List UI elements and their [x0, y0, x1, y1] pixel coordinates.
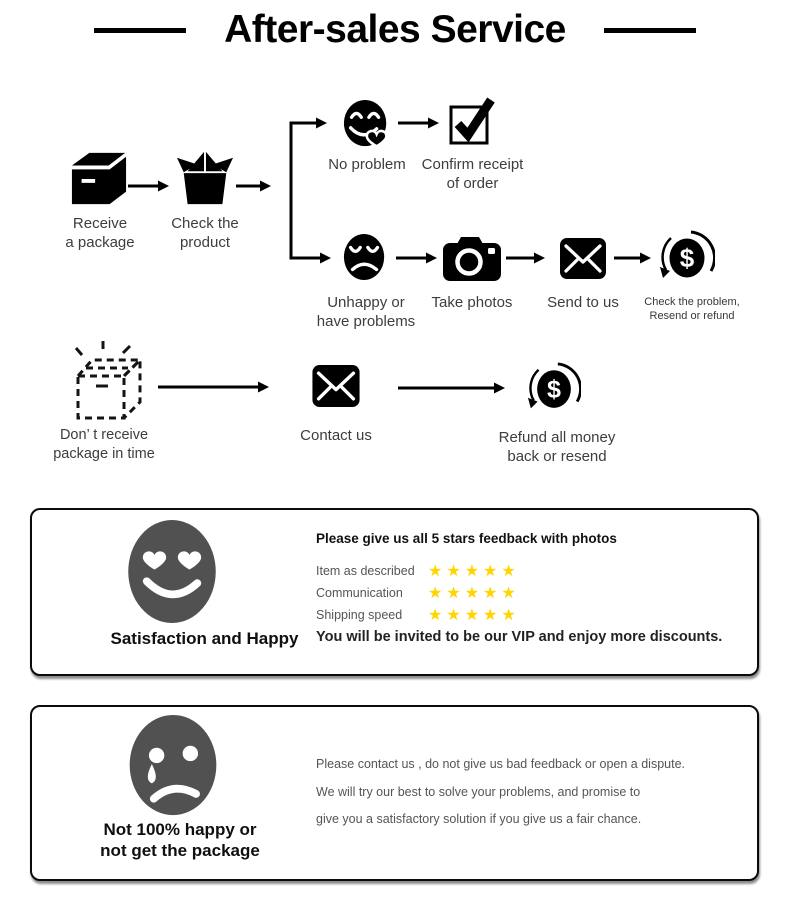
- complaint-heading: Not 100% happy or not get the package: [100, 820, 260, 860]
- receive-package-label: Receive a package: [65, 215, 135, 251]
- heart-eyes-face-icon: [127, 519, 217, 624]
- five-stars-icon: ★★★★★: [428, 607, 520, 624]
- page-title: After-sales Service: [224, 8, 566, 51]
- smiley-heart-icon: [342, 99, 392, 149]
- apology-text: Please contact us , do not give us bad feedback or open a dispute. We will try our best to solve your problems, and promise to give you a satisfactory solution if you give us a fair chance.: [316, 757, 686, 826]
- dollar-refresh-icon: [659, 230, 715, 288]
- svg-text:$: $: [547, 375, 561, 404]
- dollar-refresh-icon: [527, 362, 581, 418]
- no-problem-label: No problem: [328, 156, 406, 173]
- svg-text:$: $: [679, 243, 695, 273]
- dashed-package-icon: [70, 340, 146, 424]
- rating-label: Communication: [316, 586, 403, 600]
- rating-label: Shipping speed: [316, 608, 403, 622]
- rating-row: [316, 562, 520, 580]
- check-product-label: Check the product: [171, 215, 239, 251]
- package-closed-icon: [70, 149, 128, 209]
- checkbox-check-icon: [448, 95, 496, 147]
- sad-face-icon: [342, 233, 388, 283]
- rating-label: Item as described: [316, 564, 415, 578]
- feedback-request-text: Please give us all 5 stars feedback with photos: [316, 531, 617, 546]
- five-stars-icon: ★★★★★: [428, 585, 520, 602]
- rating-row: [316, 584, 520, 602]
- camera-icon: [443, 235, 501, 281]
- confirm-receipt-label: Confirm receipt of order: [421, 156, 524, 192]
- take-photos-label: Take photos: [431, 294, 513, 311]
- unhappy-label: Unhappy or have problems: [316, 294, 416, 330]
- contact-us-label: Contact us: [300, 427, 372, 444]
- rating-row: [316, 606, 520, 624]
- check-problem-label: Check the problem, Resend or refund: [644, 296, 740, 322]
- dont-receive-label: Don’ t receive package in time: [53, 427, 155, 462]
- five-stars-icon: ★★★★★: [428, 563, 520, 580]
- crying-face-icon: [128, 714, 218, 818]
- send-to-us-label: Send to us: [547, 294, 619, 311]
- envelope-icon: [312, 365, 360, 407]
- satisfaction-heading: Satisfaction and Happy: [110, 629, 299, 648]
- complaint-panel: [30, 705, 759, 881]
- satisfaction-panel: [30, 508, 759, 676]
- envelope-icon: [560, 238, 606, 279]
- package-open-icon: [176, 147, 234, 209]
- refund-label: Refund all money back or resend: [498, 429, 616, 465]
- vip-note: You will be invited to be our VIP and enjoy more discounts.: [316, 629, 723, 645]
